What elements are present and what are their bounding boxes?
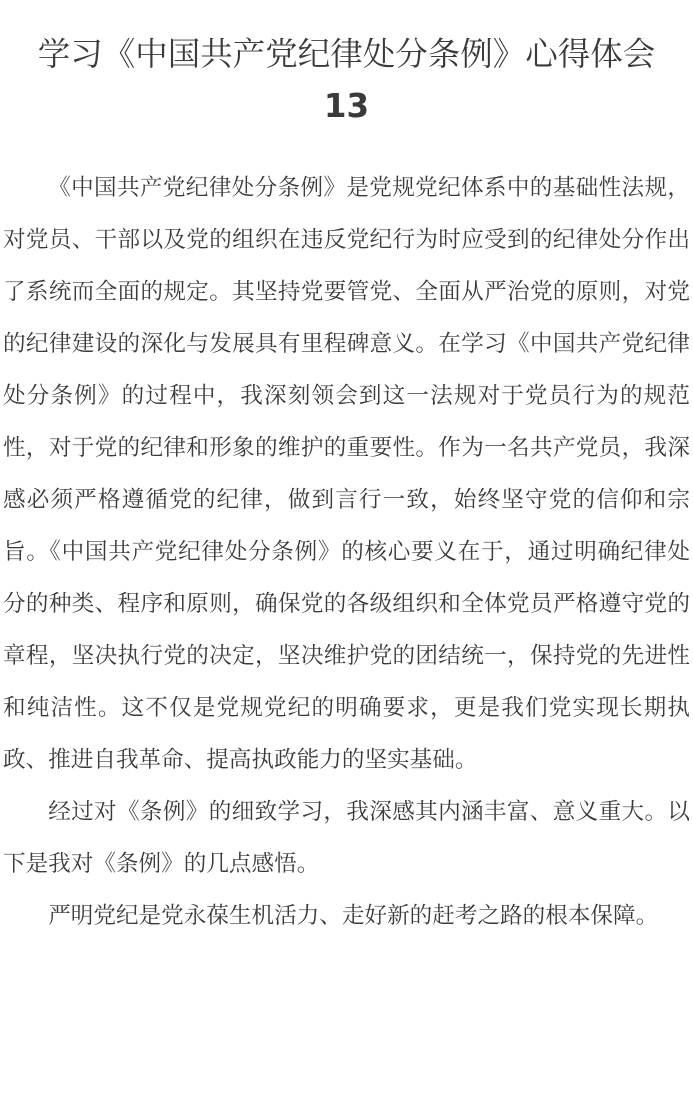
paragraph: 经过对《条例》的细致学习，我深感其内涵丰富、意义重大。以下是我对《条例》的几点感悟。 [3, 799, 690, 877]
title-number: 13 [323, 87, 370, 125]
document-body [3, 162, 690, 942]
document-title [3, 28, 690, 132]
paragraph: 《中国共产党纪律处分条例》是党规党纪体系中的基础性法规，对党员、干部以及党的组织在违反党纪行为时应受到的纪律处分作出了系统而全面的规定。其坚持党要管党、全面从严治党的原则，对党的纪律建设的深化与发展具有里程碑意义。在学习《中国共产党纪律处分条例》的过程中，我深刻领会到这一法规对于党员行为的规范性，对于党的纪律和形象的维护的重要性。作为一名共产党员，我深感必须严格遵循党的纪律，做到言行一致，始终坚守党的信仰和宗旨。《中国共产党纪律处分条例》的核心要义在于，通过明确纪律处分的种类、程序和原则，确保党的各级组织和全体党员严格遵守党的章程，坚决执行党的决定，坚决维护党的团结统一，保持党的先进性和纯洁性。这不仅是党规党纪的明确要求，更是我们党实现长期执政、推进自我革命、提高执政能力的坚实基础。 [3, 175, 690, 773]
title-main: 学习《中国共产党纪律处分条例》心得体会 [37, 35, 656, 73]
paragraph: 严明党纪是党永葆生机活力、走好新的赶考之路的根本保障。 [48, 903, 659, 929]
